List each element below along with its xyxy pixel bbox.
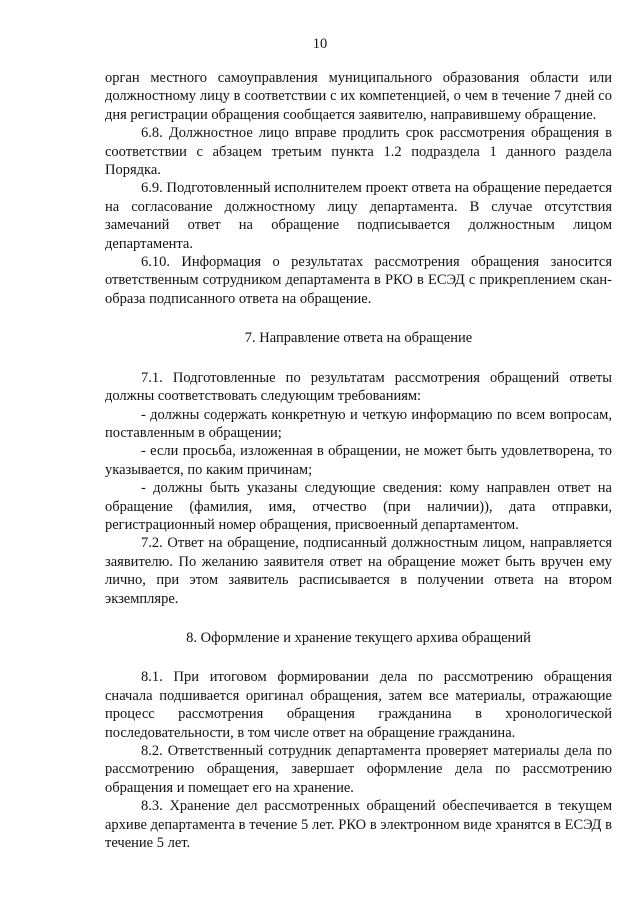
paragraph-6-9: 6.9. Подготовленный исполнителем проект ответа на обращение передается на согласование должностному лицу департамента. В случае отсутствия замечаний ответ на обращение подписывается должностным лицом департамента. — [105, 180, 612, 252]
paragraph-6-8: 6.8. Должностное лицо вправе продлить срок рассмотрения обращения в соответствии с абзацем третьим пункта 1.2 подраздела 1 данного раздела Порядка. — [105, 125, 612, 179]
paragraph-6-10: 6.10. Информация о результатах рассмотрения обращения заносится ответственным сотрудником департамента в РКО в ЕСЭД с прикреплением скан-образа подписанного ответа на обращение. — [105, 254, 612, 307]
paragraph-8-2: 8.2. Ответственный сотрудник департамента проверяет материалы дела по рассмотрению обращения, завершает оформление дела по рассмотрению обращения и помещает его на хранение. — [105, 743, 612, 796]
paragraph-7-2: 7.2. Ответ на обращение, подписанный должностным лицом, направляется заявителю. По желанию заявителя ответ на обращение может быть вручен ему лично, при этом заявитель расписывается в получении ответа на втором экземпляре. — [105, 535, 612, 607]
list-item-requirement-3: - должны быть указаны следующие сведения: кому направлен ответ на обращение (фамилия, имя, отчество (при наличии)), дата отправки, регистрационный номер обращения, присвоенный департаментом. — [105, 480, 612, 533]
section-7-heading: 7. Направление ответа на обращение — [244, 330, 473, 347]
list-item-requirement-1: - должны содержать конкретную и четкую информацию по всем вопросам, поставленным в обращении; — [105, 406, 612, 441]
page-number: 10 — [312, 36, 328, 52]
paragraph-8-1: 8.1. При итоговом формировании дела по рассмотрению обращения сначала подшивается оригинал обращения, затем все материалы, отражающие процесс рассмотрения обращения гражданина в хронологической последовательности, в том числе ответ на обращение гражданина. — [105, 669, 612, 741]
section-8-heading: 8. Оформление и хранение текущего архива обращений — [186, 629, 531, 646]
document-body — [105, 69, 612, 852]
paragraph-continuation: орган местного самоуправления муниципального образования области или должностному лицу в соответствии с их компетенцией, о чем в течение 7 дней со дня регистрации обращения сообщается заявителю, направившему обращение. — [105, 70, 612, 123]
paragraph-7-1: 7.1. Подготовленные по результатам рассмотрения обращений ответы должны соответствовать следующим требованиям: — [105, 369, 612, 405]
list-item-requirement-2: - если просьба, изложенная в обращении, не может быть удовлетворена, то указывается, по каким причинам; — [105, 443, 612, 478]
paragraph-8-3: 8.3. Хранение дел рассмотренных обращений обеспечивается в текущем архиве департамента в течение 5 лет. РКО в электронном виде хранятся в ЕСЭД в течение 5 лет. — [105, 798, 612, 852]
